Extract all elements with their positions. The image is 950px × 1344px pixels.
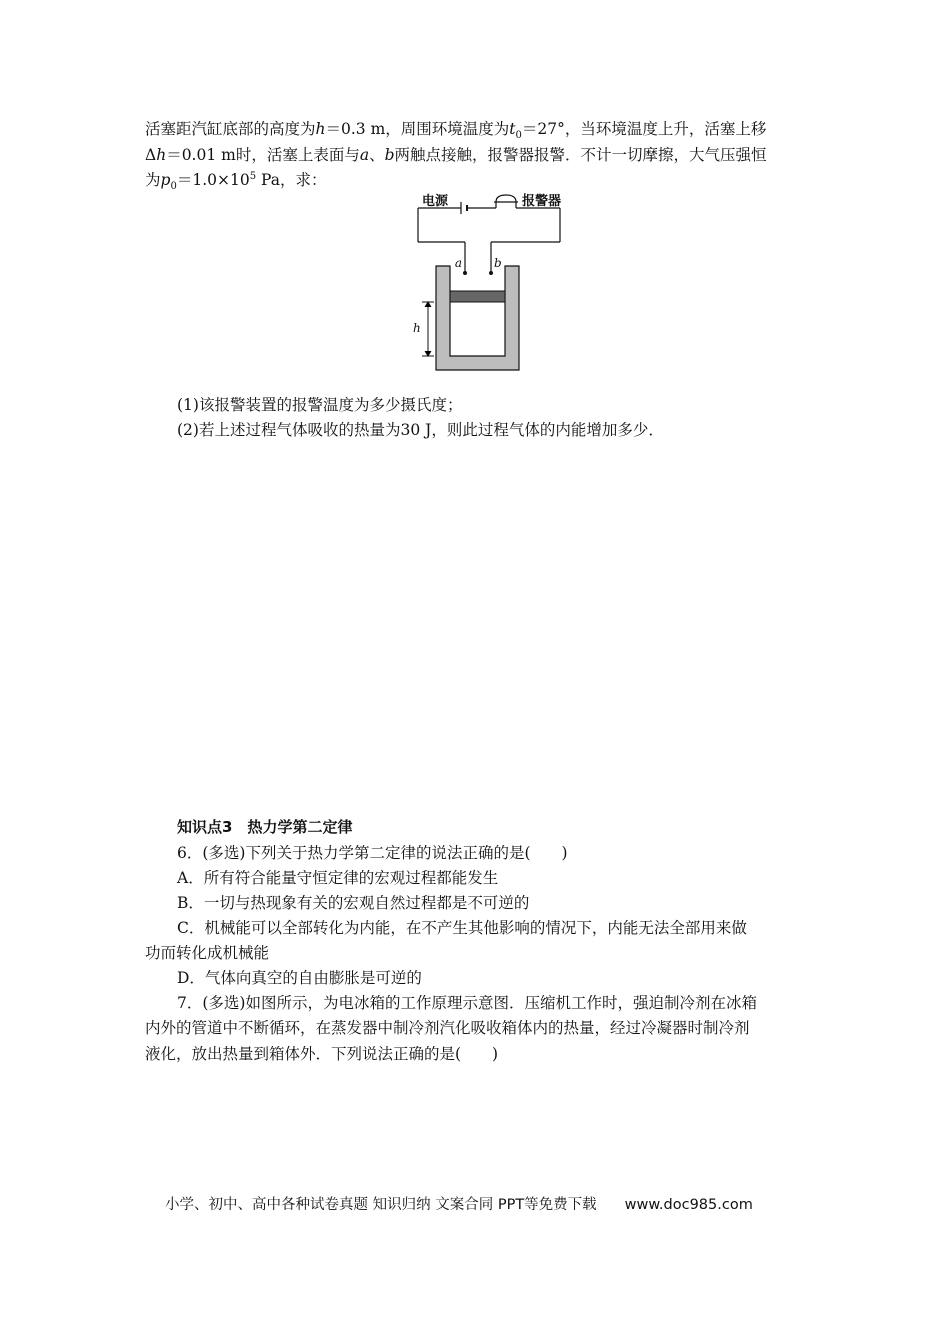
text: Pa，求：	[256, 171, 327, 189]
footer-url[interactable]: www.doc985.com	[624, 1197, 753, 1213]
text: 为	[145, 171, 161, 189]
text: ＝27°，当环境温度上升，活塞上移	[521, 120, 767, 138]
problem5-line3	[145, 170, 327, 193]
problem5-line1	[145, 119, 767, 142]
contact-b-dot	[489, 271, 493, 275]
problem7-line1: 7．(多选)如图所示，为电冰箱的工作原理示意图．压缩机工作时，强迫制冷剂在冰箱	[177, 994, 757, 1012]
var-h: h	[156, 146, 167, 164]
contact-b-label: b	[494, 256, 502, 270]
subscript: 0	[170, 181, 177, 193]
option-b: B．一切与热现象有关的宏观自然过程都是不可逆的	[177, 894, 530, 912]
option-c-line1: C．机械能可以全部转化为内能，在不产生其他影响的情况下，内能无法全部用来做	[177, 919, 747, 937]
subscript: 0	[515, 130, 522, 142]
problem5-line2	[145, 145, 767, 165]
contact-a-label: a	[454, 256, 462, 270]
option-d: D．气体向真空的自由膨胀是可逆的	[177, 969, 422, 987]
contact-a-dot	[463, 271, 467, 275]
text: ＝0.3 m，周围环境温度为	[325, 120, 510, 138]
var-p: p	[160, 171, 171, 189]
var-t: t	[509, 120, 516, 138]
height-label: h	[413, 321, 421, 335]
option-c-line2: 功而转化成机械能	[145, 944, 270, 962]
option-a: A．所有符合能量守恒定律的宏观过程都能发生	[177, 869, 499, 887]
var-h: h	[315, 120, 326, 138]
problem7-line2: 内外的管道中不断循环，在蒸发器中制冷剂汽化吸收箱体内的热量，经过冷凝器时制冷剂	[145, 1019, 750, 1037]
text: ＝1.0×10	[176, 171, 250, 189]
problem7-line3: 液化，放出热量到箱体外．下列说法正确的是( )	[145, 1045, 499, 1063]
text: 、	[369, 146, 385, 164]
var-b: b	[384, 146, 395, 164]
page-footer	[165, 1193, 753, 1214]
cylinder	[436, 266, 519, 370]
question-2: (2)若上述过程气体吸收的热量为30 J，则此过程气体的内能增加多少．	[177, 421, 664, 439]
alarm-label: 报警器	[522, 194, 562, 209]
alarm-cylinder-diagram	[410, 186, 570, 371]
power-label: 电源	[422, 194, 449, 209]
text: 两触点接触，报警器报警．不计一切摩擦，大气压强恒	[394, 146, 767, 164]
piston	[450, 291, 505, 302]
var-a: a	[359, 146, 370, 164]
question-1: (1)该报警装置的报警温度为多少摄氏度；	[177, 396, 463, 414]
text: ＝0.01 m时，活塞上表面与	[166, 146, 360, 164]
delta: Δ	[145, 146, 157, 164]
superscript: 5	[249, 170, 257, 182]
text: 活塞距汽缸底部的高度为	[145, 120, 316, 138]
problem6-stem: 6．(多选)下列关于热力学第二定律的说法正确的是( )	[177, 844, 568, 862]
footer-text: 小学、初中、高中各种试卷真题 知识归纳 文案合同 PPT等免费下载	[165, 1197, 597, 1213]
section-heading: 知识点3 热力学第二定律	[177, 818, 353, 836]
